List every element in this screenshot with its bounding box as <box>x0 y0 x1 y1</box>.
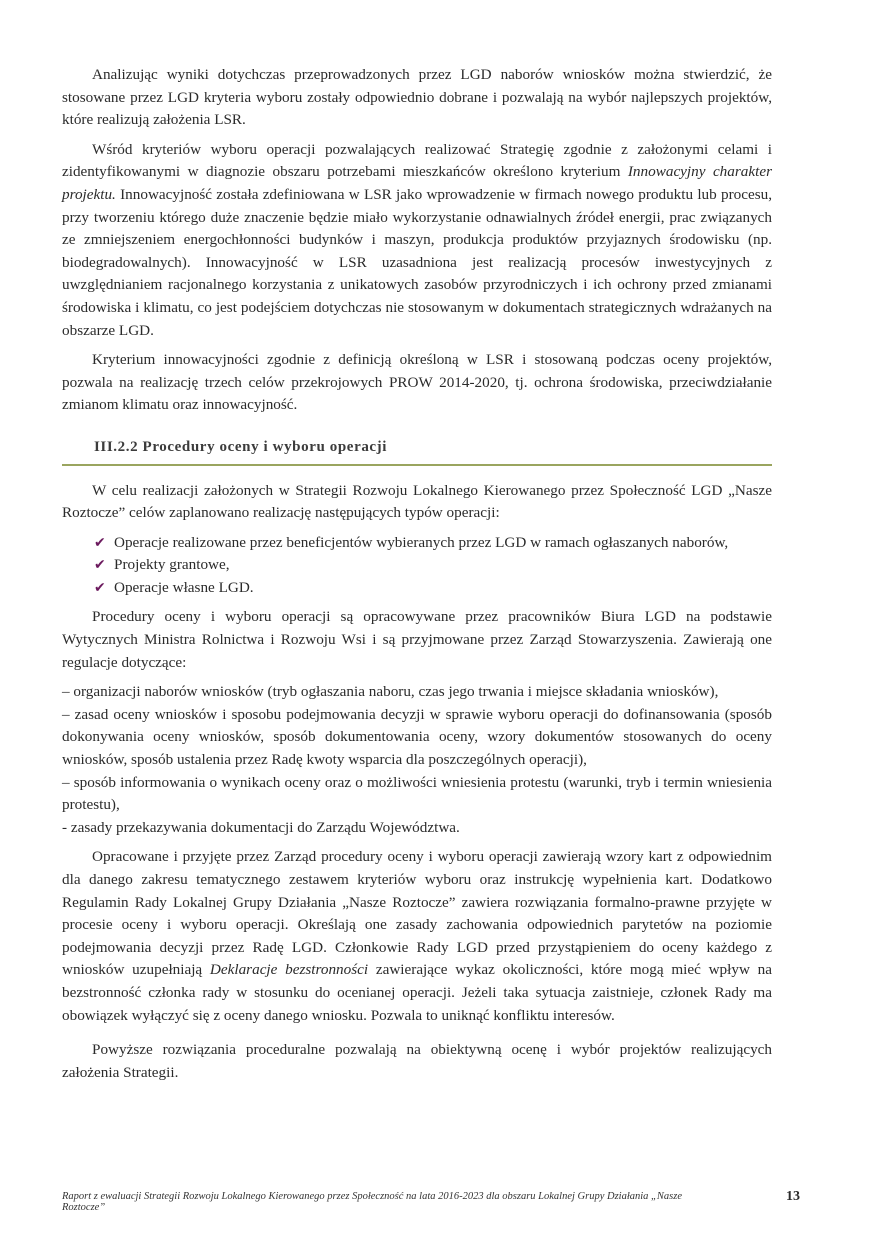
paragraph-6-text-b: zawierające wykaz okoliczności, które mogą mieć wpływ na bezstronność członka rady w stosunku do ocenianej operacji. Jeżeli taka sytuacja zaistnieje, członek Rady ma obowiązek wyłączyć się z oceny danego wniosku. Pozwala to uniknąć konfliktu interesów. <box>62 961 772 1024</box>
paragraph-1: Analizując wyniki dotychczas przeprowadzonych przez LGD naborów wniosków można stwierdzić, że stosowane przez LGD kryteria wyboru zostały odpowiednio dobrane i pozwalają na wybór najlepszych projektów, które realizują założenia LSR. <box>62 66 772 129</box>
paragraph-6-emphasis: Deklaracje bezstronności <box>209 961 369 979</box>
checkmark-icon: ✔ <box>94 579 106 596</box>
page-footer: Raport z ewaluacji Strategii Rozwoju Lokalnego Kierowanego przez Społeczność na lata 2016-2023 dla obszaru Lokalnej Grupy Działania „Nasze Roztocze” <box>62 1191 682 1213</box>
list-item <box>62 532 772 555</box>
checkmark-icon: ✔ <box>94 534 106 551</box>
list-item <box>62 577 772 600</box>
paragraph-7: Powyższe rozwiązania proceduralne pozwalają na obiektywną ocenę i wybór projektów realizujących założenia Strategii. <box>62 1041 772 1081</box>
list-item-text: Operacje własne LGD. <box>114 578 254 596</box>
page-number: 13 <box>786 1189 800 1204</box>
list-item-text: Operacje realizowane przez beneficjentów wybieranych przez LGD w ramach ogłaszanych naborów, <box>114 533 729 551</box>
regulation-item: – organizacji naborów wniosków (tryb ogłaszania naboru, czas jego trwania i miejsce składania wniosków), <box>62 683 719 701</box>
paragraph-2 <box>62 139 772 342</box>
paragraph-2-text-b: Innowacyjność została zdefiniowana w LSR jako wprowadzenie w firmach nowego produktu lub procesu, przy tworzeniu którego duże znaczenie będzie miało wykorzystanie odnawialnych źródeł energii, prac związanych ze zmniejszeniem energochłonności budynków i maszyn, produkcja produktów przyjaznych środowisku (np. biodegradowalnych). Innowacyjność w LSR uzasadniona jest realizacją procesów inwestycyjnych z uwzględnianiem racjonalnego korzystania z unikatowych zasobów przyrodniczych i ich ochrony przed zmianami środowiska i klimatu, co jest podejściem dotychczas nie stosowanym w dokumentach strategicznych wdrażanych na obszarze LGD. <box>62 185 772 339</box>
paragraph-5: Procedury oceny i wyboru operacji są opracowywane przez pracowników Biura LGD na podstawie Wytycznych Ministra Rolnictwa i Rozwoju Wsi i są przyjmowane przez Zarząd Stowarzyszenia. Zawierają one regulacje dotyczące: <box>62 608 772 671</box>
page-content <box>62 64 772 1091</box>
operation-types-list <box>62 532 772 600</box>
paragraph-2-text-a: Wśród kryteriów wyboru operacji pozwalających realizować Strategię zgodnie z założonymi celami i zidentyfikowanymi w diagnozie obszaru potrzebami mieszkańców określono kryterium <box>62 140 772 181</box>
checkmark-icon: ✔ <box>94 557 106 574</box>
section-heading: III.2.2 Procedury oceny i wyboru operacji <box>62 436 772 466</box>
paragraph-4: W celu realizacji założonych w Strategii Rozwoju Lokalnego Kierowanego przez Społeczność LGD „Nasze Roztocze” celów zaplanowano realizację następujących typów operacji: <box>62 481 772 522</box>
list-item <box>62 554 772 577</box>
regulation-item: - zasady przekazywania dokumentacji do Zarządu Województwa. <box>62 818 460 836</box>
paragraph-3: Kryterium innowacyjności zgodnie z definicją określoną w LSR i stosowaną podczas oceny projektów, pozwala na realizację trzech celów przekrojowych PROW 2014-2020, tj. ochrona środowiska, przeciwdziałanie zmianom klimatu oraz innowacyjność. <box>62 351 772 414</box>
regulation-item: – zasad oceny wniosków i sposobu podejmowania decyzji w sprawie wyboru operacji do dofinansowania (sposób dokonywania oceny wniosków, sposób dokumentowania oceny, wzory dokumentów stosowanych do oceny wniosków, sposób ustalenia przez Radę kwoty wsparcia dla poszczególnych operacji), <box>62 705 772 769</box>
paragraph-6 <box>62 846 772 1027</box>
paragraph-2-emphasis: Innowacyjny charakter projektu. <box>62 163 772 203</box>
regulation-item: – sposób informowania o wynikach oceny oraz o możliwości wniesienia protestu (warunki, tryb i termin wniesienia protestu), <box>62 773 772 814</box>
paragraph-6-text-a: Opracowane i przyjęte przez Zarząd procedury oceny i wyboru operacji zawierają wzory kart z odpowiednim dla danego zakresu tematycznego zestawem kryteriów wyboru oraz instrukcję wypełnienia kart. Dodatkowo Regulamin Rady Lokalnej Grupy Działania „Nasze Roztocze” zawiera rozwiązania formalno-prawne przyjęte w procesie oceny i wyboru operacji. Określają one zasady zachowania odpowiednich parytetów na poziomie podejmowania decyzji przez Radę LGD. Członkowie Rady LGD przed przystąpieniem do oceny każdego z wniosków uzupełniają <box>62 848 772 979</box>
list-item-text: Projekty grantowe, <box>114 556 230 574</box>
